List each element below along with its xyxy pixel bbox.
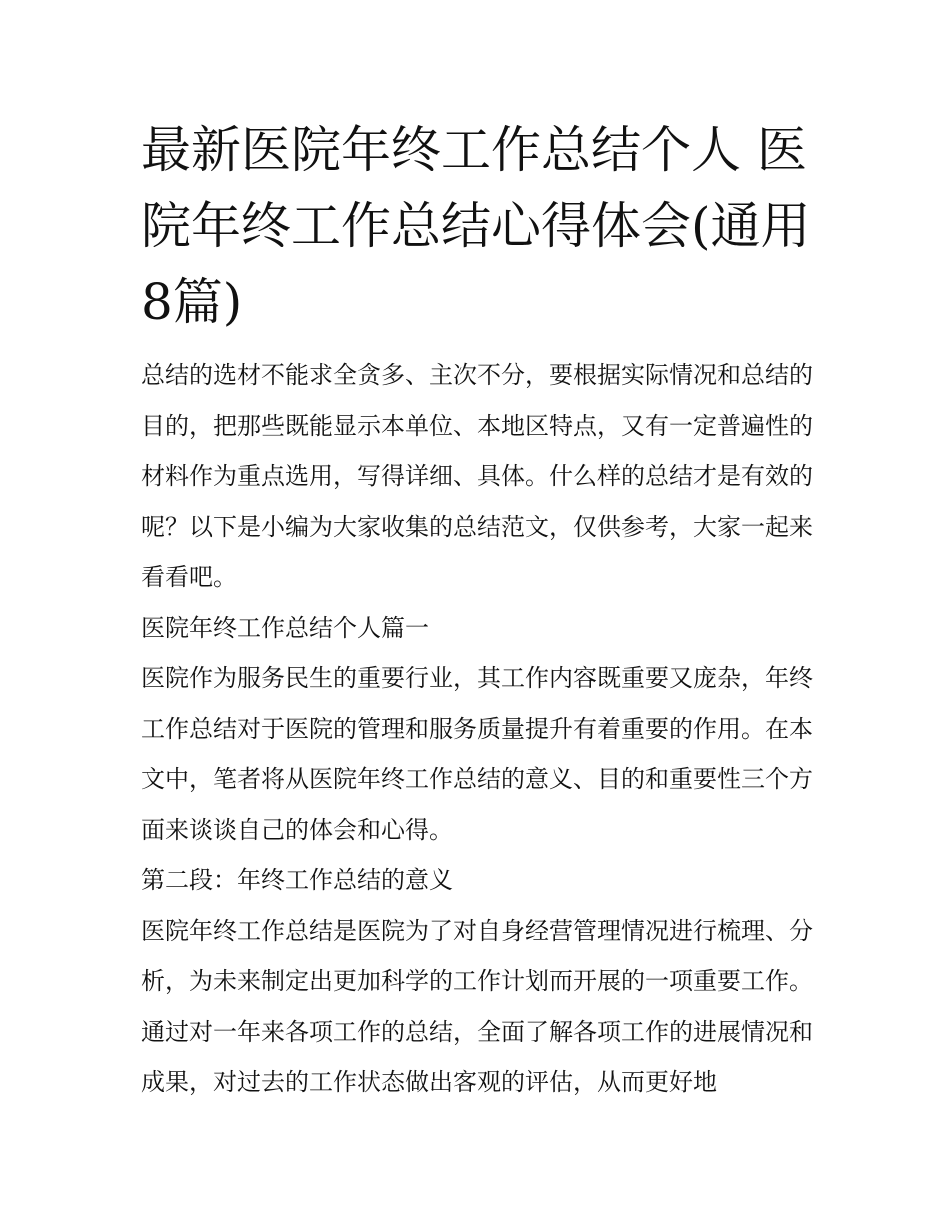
intro-paragraph: 总结的选材不能求全贪多、主次不分，要根据实际情况和总结的目的，把那些既能显示本单位、本地区特点，又有一定普遍性的材料作为重点选用，写得详细、具体。什么样的总结才是有效的呢？以下是小编为大家收集的总结范文，仅供参考，大家一起来看看吧。 — [141, 361, 813, 591]
document-page — [141, 112, 813, 1108]
part-one-paragraph: 医院作为服务民生的重要行业，其工作内容既重要又庞杂，年终工作总结对于医院的管理和服务质量提升有着重要的作用。在本文中，笔者将从医院年终工作总结的意义、目的和重要性三个方面来谈谈自己的体会和心得。 — [141, 664, 813, 844]
document-title: 最新医院年终工作总结个人 医院年终工作总结心得体会(通用8篇) — [141, 121, 811, 331]
section-heading-second-paragraph: 第二段：年终工作总结的意义 — [141, 866, 453, 894]
significance-paragraph: 医院年终工作总结是医院为了对自身经营管理情况进行梳理、分析，为未来制定出更加科学的工作计划而开展的一项重要工作。通过对一年来各项工作的总结，全面了解各项工作的进展情况和成果，对过去的工作状态做出客观的评估，从而更好地 — [141, 916, 813, 1096]
section-heading-part-one: 医院年终工作总结个人篇一 — [141, 613, 429, 642]
